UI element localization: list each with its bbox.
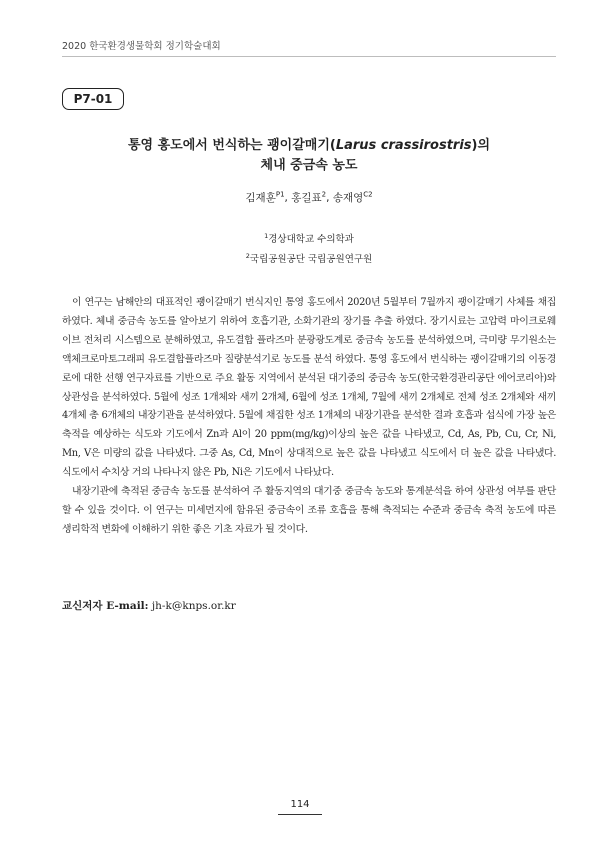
- author-name: 김재훈: [245, 192, 276, 204]
- abstract-paragraph-2: 내장기관에 축적된 중금속 농도를 분석하여 주 활동지역의 대기중 중금속 농도와 통계분석을 하여 상관성 여부를 판단 할 수 있을 것이다. 이 연구는 미세먼지에 함유된 중금속이 조류 호흡을 통해 축적되는 수준과 중금속 축적 농도에 따른 생리학적 변화에 이해하기 위한 좋은 기초 자료가 될 것이다.: [62, 486, 556, 535]
- header-divider: [62, 56, 556, 57]
- author-separator: ,: [284, 192, 292, 204]
- title-line-2: 체내 중금속 농도: [260, 158, 358, 173]
- abstract-paragraph-1: 이 연구는 남해안의 대표적인 괭이갈매기 번식지인 통영 홍도에서 2020년 5월부터 7월까지 괭이갈매기 사체를 채집하였다. 체내 중금속 농도를 알아보기 위하여 호흡기관, 소화기관의 장기를 추출 하였다. 장기시료는 고압력 마이크로웨이브 전처리 시스템으로 분해하였고, 유도결합 플라즈마 분광광도계로 중금속 농도를 분석하였으며, 극미량 무기원소는 액체크로마토그래피 유도결합플라즈마 질량분석기로 농도를 분석 하였다. 통영 홍도에서 번식하는 괭이갈매기의 이동경로에 대한 선행 연구자료를 기반으로 주요 활동 지역에서 분석된 대기중의 중금속 농도(한국환경관리공단 에어코리아)와 상관성을 분석하였다. 5월에 성조 1개체와 새끼 2개체, 6월에 성조 1개체, 7월에 새끼 2개체로 전체 성조 2개체와 새끼 4개체 총 6개체의 내장기관을 분석하였다. 5월에 채집한 성조 1개체의 내장기관을 분석한 결과 호흡과 섭식에 가장 높은 축적을 예상하는 식도와 기도에서 Zn과 Al이 20 ppm(mg/kg)이상의 높은 값을 나타냈고, Cd, As, Pb, Cu, Cr, Ni, Mn, V은 미량의 값을 나타냈다. 그중 As, Cd, Mn이 상대적으로 높은 값을 나타냈고 식도에서 더 높은 값을 나타냈다. 식도에서 수치상 거의 나타나지 않은 Pb, Ni은 기도에서 나타났다.: [62, 297, 556, 479]
- affiliation-superscript: 1: [264, 232, 269, 240]
- author-superscript: C2: [363, 190, 373, 199]
- affiliation-list: [62, 228, 556, 268]
- author-separator: ,: [326, 192, 333, 204]
- corresponding-email: jh-k@knps.or.kr: [151, 600, 236, 612]
- affiliation-item: [62, 248, 556, 268]
- poster-code-badge: P7-01: [62, 88, 124, 110]
- author-name: 송재영: [332, 192, 364, 204]
- running-header: 2020 한국환경생물학회 정기학술대회: [62, 41, 221, 52]
- author-superscript: P1: [275, 190, 285, 199]
- paper-title: [62, 136, 556, 176]
- corresponding-label: 교신저자 E-mail:: [62, 600, 149, 612]
- title-text-end: )의: [471, 138, 491, 153]
- author-superscript: 2: [321, 190, 327, 199]
- affiliation-item: [62, 228, 556, 248]
- title-species-name: Larus crassirostris: [335, 138, 472, 153]
- affiliation-text: 경상대학교 수의학과: [268, 234, 354, 246]
- page-number-underline: [278, 814, 322, 815]
- affiliation-text: 국립공원공단 국립공원연구원: [249, 254, 373, 266]
- title-line-1: [62, 136, 556, 156]
- corresponding-author: [62, 598, 236, 613]
- affiliation-superscript: 2: [245, 252, 250, 261]
- author-list: [62, 190, 556, 205]
- author-name: 홍길표: [291, 192, 322, 204]
- page-number: 114: [290, 799, 310, 810]
- abstract-body: [62, 294, 556, 540]
- title-text-start: 통영 홍도에서 번식하는 괭이갈매기(: [127, 138, 336, 153]
